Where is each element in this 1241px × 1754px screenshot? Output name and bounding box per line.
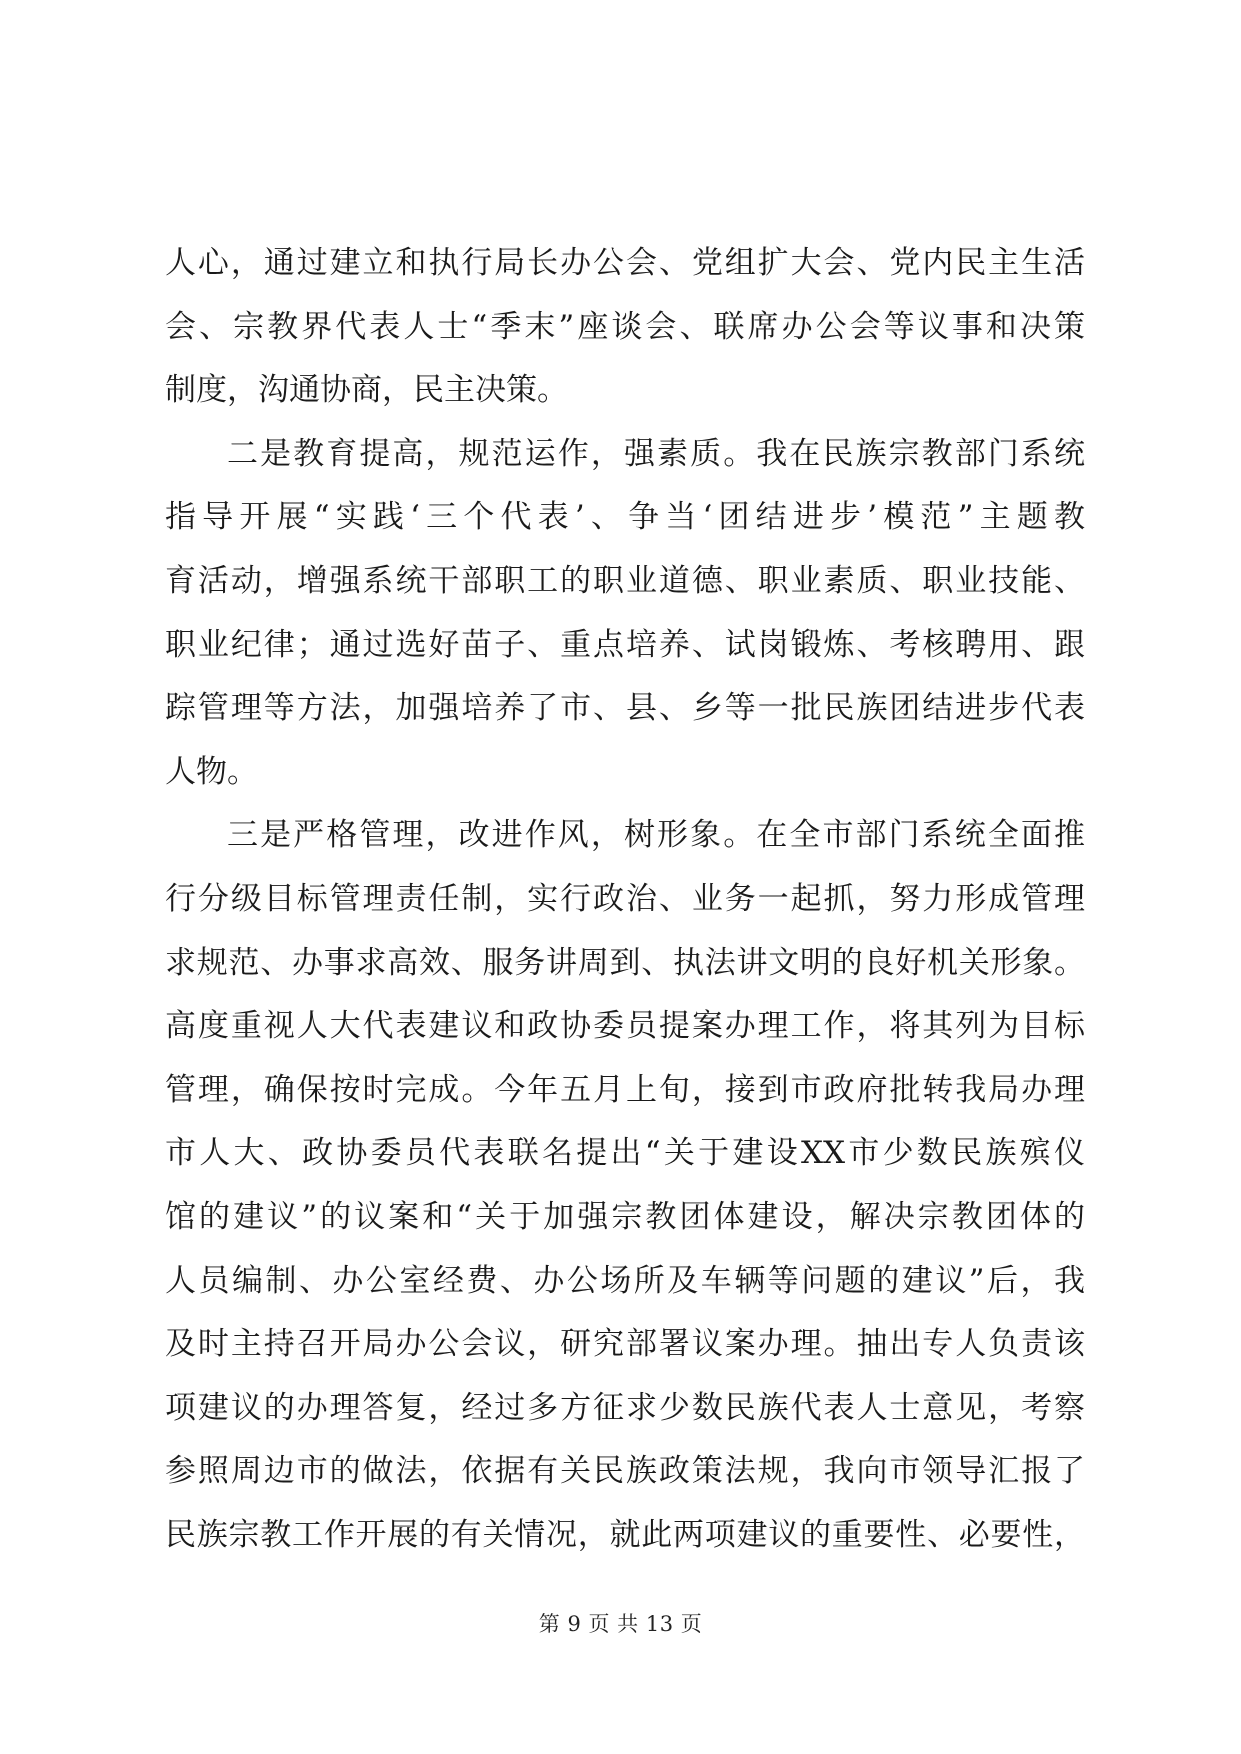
text-line: 职业纪律；通过选好苗子、重点培养、试岗锻炼、考核聘用、跟 bbox=[165, 626, 1085, 663]
body-text bbox=[165, 232, 1085, 1567]
text-line: 及时主持召开局办公会议，研究部署议案办理。抽出专人负责该 bbox=[165, 1326, 1085, 1363]
text-line: 馆的建议”的议案和“关于加强宗教团体建设，解决宗教团体的 bbox=[165, 1198, 1085, 1235]
text-line: 市人大、政协委员代表联名提出“关于建设XX市少数民族殡仪 bbox=[165, 1135, 1085, 1172]
text-line: 人心，通过建立和执行局长办公会、党组扩大会、党内民主生活 bbox=[165, 245, 1085, 281]
text-line: 育活动，增强系统干部职工的职业道德、职业素质、职业技能、 bbox=[165, 562, 1085, 599]
text-line: 人员编制、办公室经费、办公场所及车辆等问题的建议”后，我 bbox=[165, 1262, 1085, 1299]
text-line: 高度重视人大代表建议和政协委员提案办理工作，将其列为目标 bbox=[165, 1008, 1085, 1045]
text-line: 求规范、办事求高效、服务讲周到、执法讲文明的良好机关形象。 bbox=[165, 944, 1085, 981]
paragraph-first-line: 三是严格管理，改进作风，树形象。在全市部门系统全面推 bbox=[227, 817, 1085, 854]
text-line: 项建议的办理答复，经过多方征求少数民族代表人士意见，考察 bbox=[165, 1389, 1085, 1426]
text-line: 参照周边市的做法，依据有关民族政策法规，我向市领导汇报了 bbox=[165, 1453, 1085, 1490]
text-line: 指导开展“实践‘三个代表’、争当‘团结进步’模范”主题教 bbox=[165, 499, 1085, 536]
text-line: 会、宗教界代表人士“季末”座谈会、联席办公会等议事和决策 bbox=[165, 308, 1085, 345]
paragraph-first-line: 二是教育提高，规范运作，强素质。我在民族宗教部门系统 bbox=[227, 435, 1085, 472]
text-line: 人物。 bbox=[165, 753, 258, 790]
text-line: 民族宗教工作开展的有关情况，就此两项建议的重要性、必要性， bbox=[165, 1516, 1085, 1553]
text-line: 管理，确保按时完成。今年五月上旬，接到市政府批转我局办理 bbox=[165, 1071, 1085, 1108]
text-line: 行分级目标管理责任制，实行政治、业务一起抓，努力形成管理 bbox=[165, 880, 1085, 917]
text-line: 踪管理等方法，加强培养了市、县、乡等一批民族团结进步代表 bbox=[165, 690, 1085, 727]
text-line: 制度，沟通协商，民主决策。 bbox=[165, 372, 568, 409]
page-number-footer: 第 9 页 共 13 页 bbox=[538, 1612, 703, 1636]
